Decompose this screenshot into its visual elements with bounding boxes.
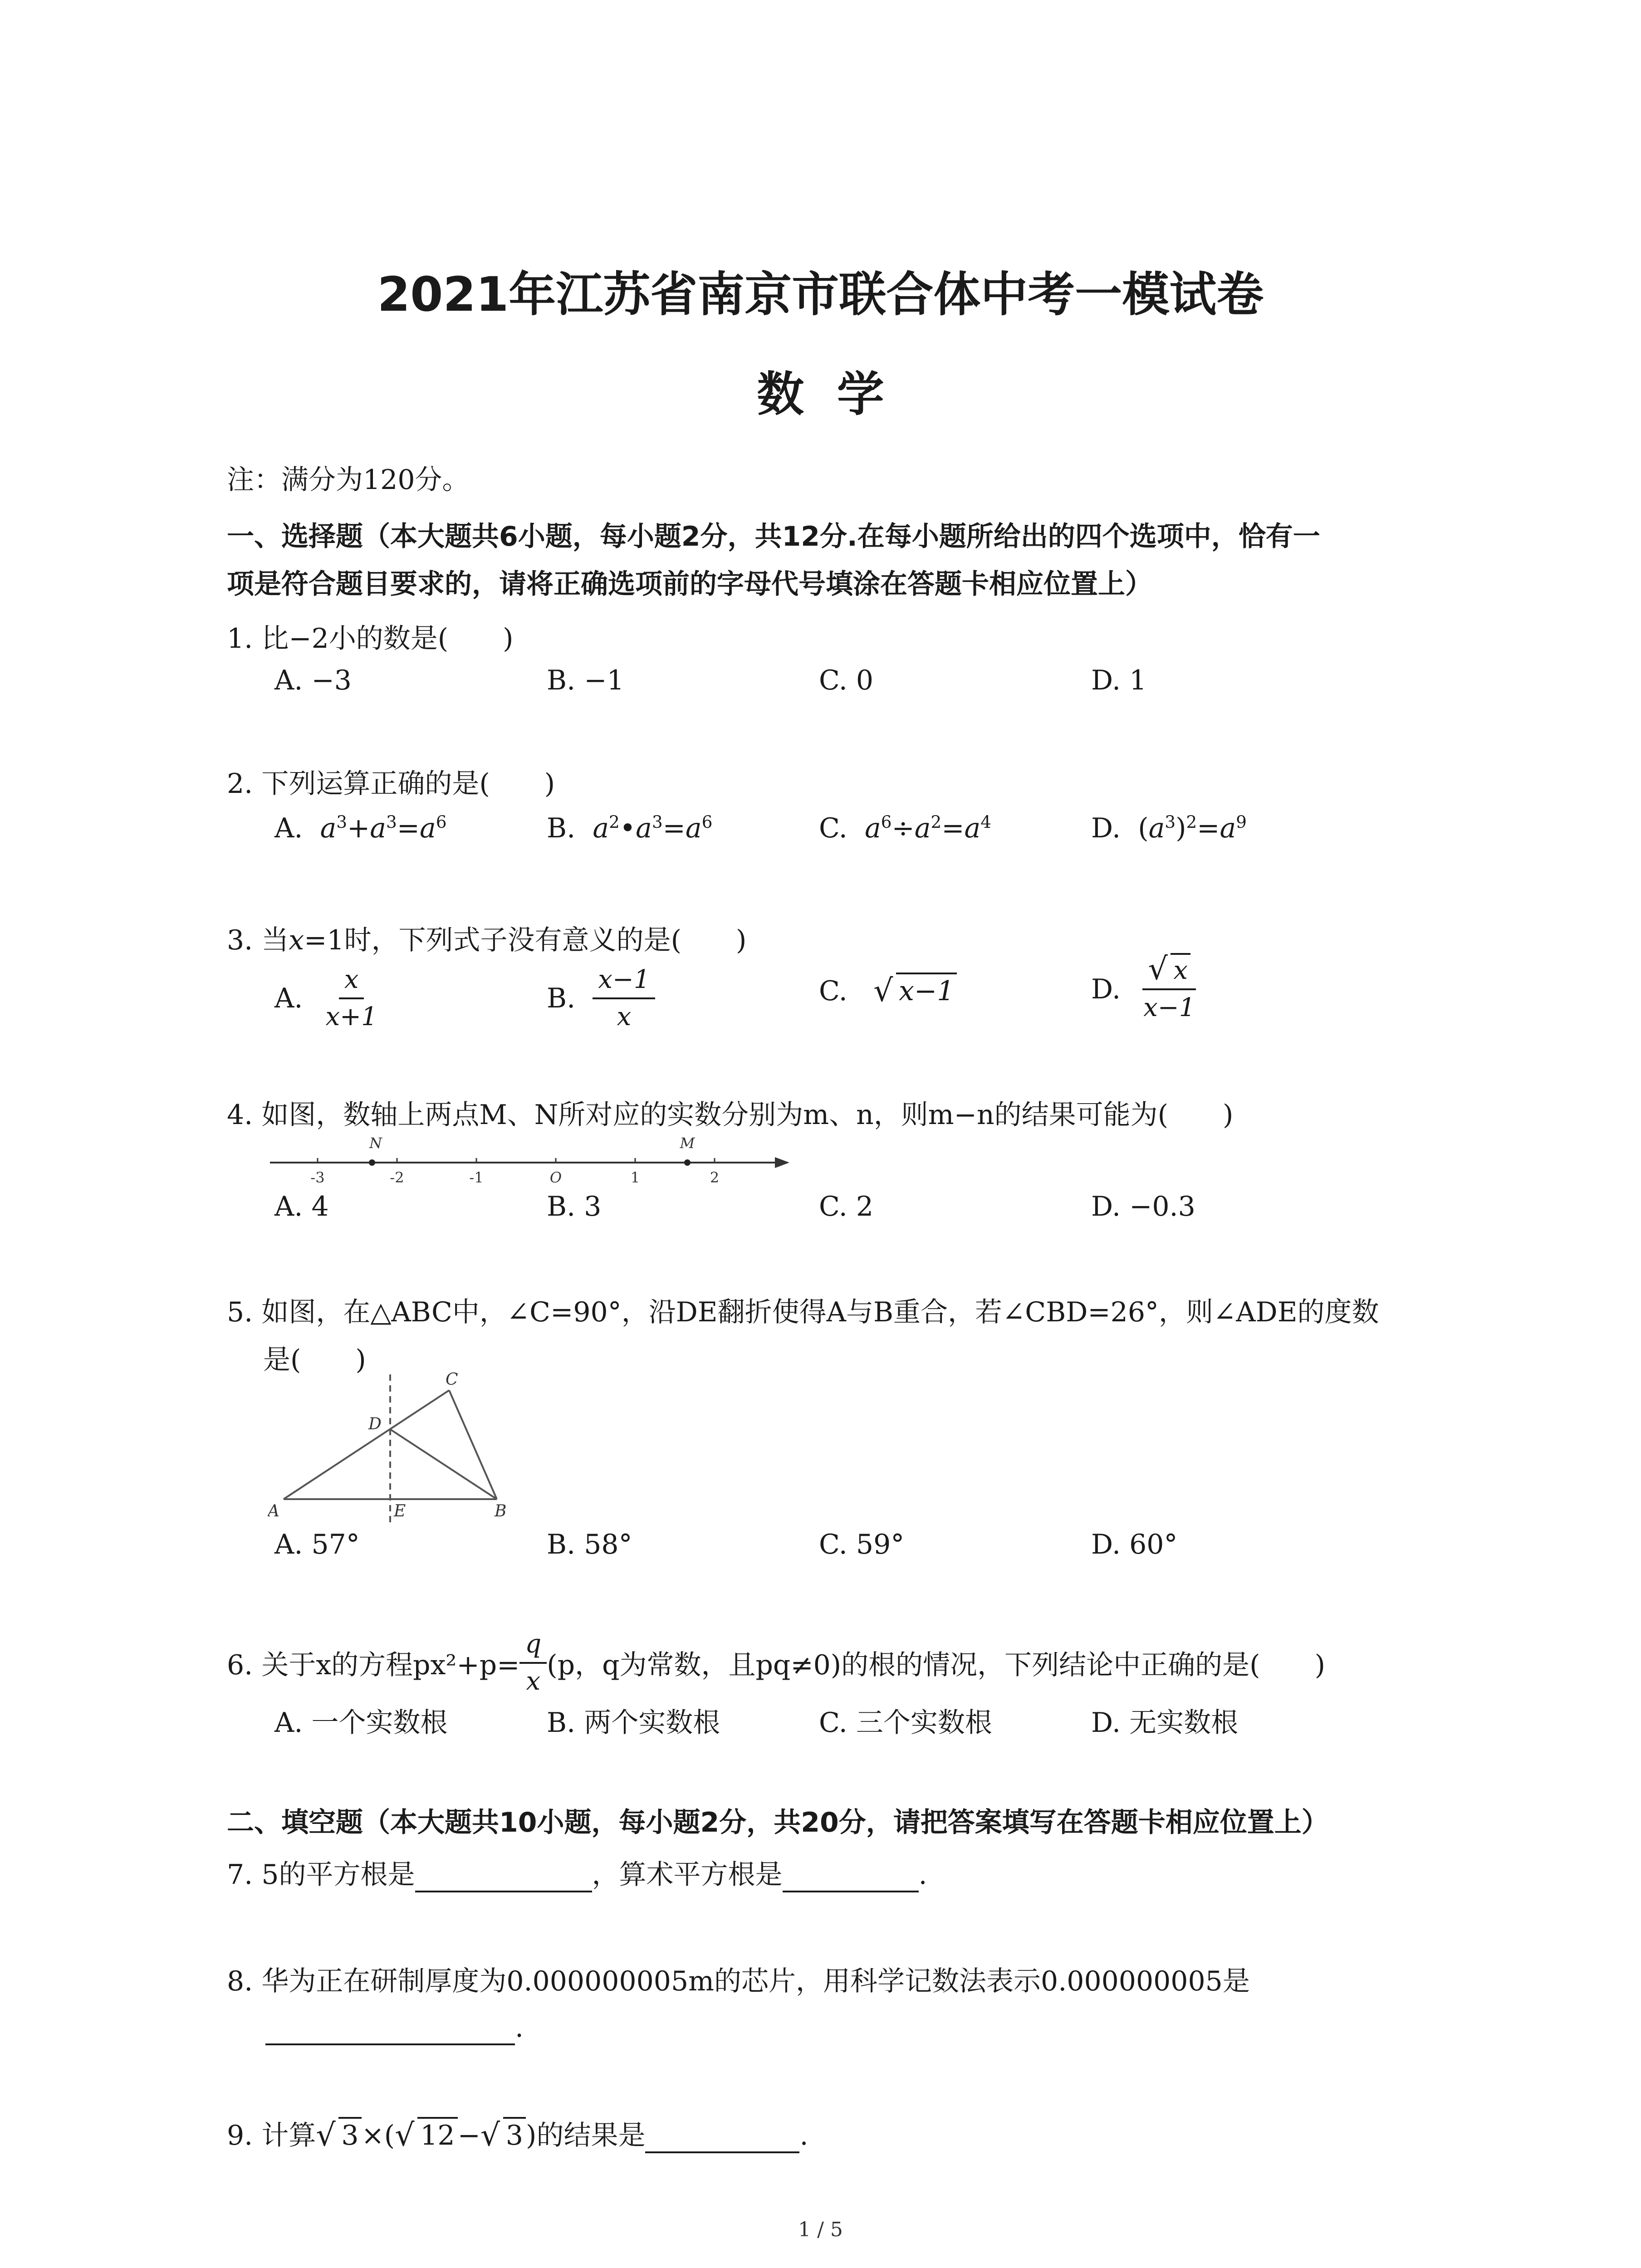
q3-a-fraction: $\frac{x}{x+1}$ (325, 965, 377, 1031)
score-note: 注：满分为120分。 (227, 464, 470, 496)
q5-stem-line1: 5. 如图，在△ABC中，∠C=90°，沿DE翻折使得A与B重合，若∠CBD=26°，则∠ADE的度数 (227, 1296, 1379, 1328)
q3-option-a: A. $\frac{x}{x+1}$ (274, 964, 383, 1033)
triangle-figure (268, 1372, 531, 1526)
tick-label-1: 1 (630, 1169, 640, 1186)
q1-option-c: C. 0 (819, 665, 874, 696)
section1-heading-line1: 一、选择题（本大题共6小题，每小题2分，共12分.在每小题所给出的四个选项中，恰有一 (227, 521, 1320, 552)
q2-option-a: A. $a^3+a^3=a^6$ (274, 812, 447, 844)
tick-label-neg1: -1 (469, 1169, 484, 1186)
number-line-figure (263, 1132, 794, 1191)
q1-option-b: B. −1 (547, 665, 624, 696)
q5-option-b: B. 58° (547, 1529, 632, 1560)
vertex-d-label: D (368, 1415, 382, 1433)
q8-line2: . (265, 2012, 524, 2045)
q3-c-sqrt: √ x−1 (873, 975, 957, 1007)
q9-blank-answer[interactable] (645, 2120, 799, 2153)
q5-option-a: A. 57° (274, 1529, 360, 1560)
q7-blank-arithmetic-root[interactable] (783, 1859, 919, 1892)
q3-option-b: B. $\frac{x-1}{x}$ (547, 964, 655, 1033)
q6-stem: 6. 关于x的方程px²+p= $\frac{q}{x}$ (p，q为常数，且pq≠0)的根的情况，下列结论中正确的是( ) (227, 1628, 1325, 1697)
q6-option-d: D. 无实数根 (1091, 1707, 1239, 1739)
q5-stem-line2: 是( ) (263, 1344, 366, 1376)
q4-option-d: D. −0.3 (1091, 1191, 1195, 1222)
page-number: 1 / 5 (798, 2218, 843, 2241)
tick-label-origin: O (549, 1169, 562, 1186)
q2-option-b: B. $a^2•a^3=a^6$ (547, 812, 713, 844)
q3-option-d: D. √ x x−1 (1091, 955, 1200, 1024)
subject-title: 数 学 (757, 367, 884, 422)
q4-option-a: A. 4 (274, 1191, 329, 1222)
q3-b-fraction: $\frac{x-1}{x}$ (593, 964, 655, 1033)
q1-stem: 1. 比−2小的数是( ) (227, 623, 514, 655)
q8-blank-answer[interactable] (265, 2012, 515, 2045)
q1-option-a: A. −3 (274, 665, 352, 696)
vertex-b-label: B (495, 1502, 507, 1520)
q4-stem: 4. 如图，数轴上两点M、N所对应的实数分别为m、n，则m−n的结果可能为( ) (227, 1099, 1234, 1131)
q6-option-a: A. 一个实数根 (274, 1707, 448, 1739)
section1-heading-line2: 项是符合题目要求的，请将正确选项前的字母代号填涂在答题卡相应位置上） (227, 568, 1152, 600)
q2-option-d: D. $(a^3)^2=a^9$ (1091, 812, 1247, 844)
q6-option-c: C. 三个实数根 (819, 1707, 992, 1739)
q4-option-c: C. 2 (819, 1191, 874, 1222)
q5-option-d: D. 60° (1091, 1529, 1178, 1560)
q3-option-c: C. √ x−1 (819, 975, 957, 1007)
exam-title: 2021年江苏省南京市联合体中考一模试卷 (377, 267, 1264, 322)
tick-label-neg2: -2 (390, 1169, 404, 1186)
q5-option-c: C. 59° (819, 1529, 905, 1560)
q2-stem: 2. 下列运算正确的是( ) (227, 768, 555, 800)
q8-line1: 8. 华为正在研制厚度为0.000000005m的芯片，用科学记数法表示0.000000005是 (227, 1965, 1250, 1997)
point-m-label: M (680, 1134, 695, 1152)
tick-label-neg3: -3 (310, 1169, 325, 1186)
q3-stem: 3. 当x=1时，下列式子没有意义的是( ) (227, 924, 747, 956)
q1-option-d: D. 1 (1091, 665, 1147, 696)
vertex-e-label: E (394, 1502, 406, 1520)
q6-fraction: $\frac{q}{x}$ (519, 1628, 547, 1697)
vertex-a-label: A (268, 1502, 279, 1520)
point-n-label: N (369, 1134, 382, 1152)
q2-option-c: C. $a^6\div a^2=a^4$ (819, 812, 991, 844)
q4-option-b: B. 3 (547, 1191, 602, 1222)
vertex-c-label: C (446, 1372, 458, 1389)
q7-blank-square-root[interactable] (415, 1859, 592, 1892)
q7-line: 7. 5的平方根是 ，算术平方根是 . (227, 1853, 927, 1892)
q3-d-fraction: √ x x−1 (1143, 951, 1195, 1022)
q6-option-b: B. 两个实数根 (547, 1707, 720, 1739)
q9-line: 9. 计算 √ 3 ×( √ 12 − √ 3 )的结果是 . (227, 2117, 808, 2153)
tick-label-2: 2 (710, 1169, 720, 1186)
section2-heading: 二、填空题（本大题共10小题，每小题2分，共20分，请把答案填写在答题卡相应位置上） (227, 1807, 1329, 1838)
